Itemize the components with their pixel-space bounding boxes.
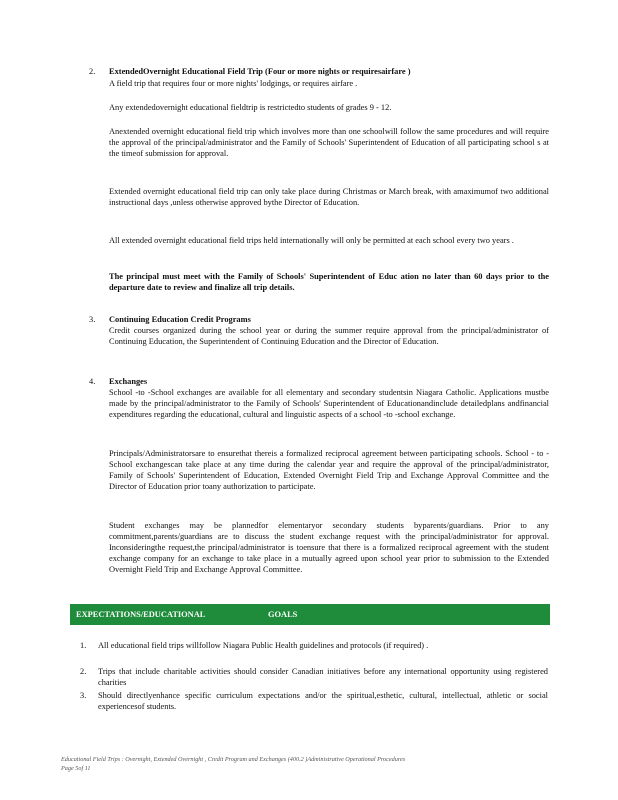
section-number: 2.: [89, 67, 96, 76]
paragraph-bold: The principal must meet with the Family of Schools' Superintendent of Educ ation no later than 60 days prior to the departure date to review and finalize all trip details.: [109, 272, 549, 292]
section-heading: ExtendedOvernight Educational Field Trip (Four or more nights or requiresairfare ): [109, 67, 411, 76]
paragraph: Principals/Administratorsare to ensurethat thereis a formalized reciprocal agreement between participating schools. School - to - School exchangescan take place at any time during the calendar year and require the approval of the principal/administrator, Family of Schools' Superintendent of Education, Extended Overnight Field Trip and Exchange Approval Committee and the Director of Education prior toany authorization to participate.: [109, 449, 549, 491]
section-heading: Continuing Education Credit Programs: [109, 315, 251, 324]
paragraph: A field trip that requires four or more nights' lodgings, or requires airfare .: [109, 79, 358, 88]
paragraph: Anextended overnight educational field trip which involves more than one schoolwill follow the same procedures and will require the approval of the principal/administrator and the Family of Schools' Superintendent of Education of all participating school s at the timeof submission for approval.: [109, 127, 549, 158]
expectations-goals-banner: [70, 604, 550, 625]
footer-title: Educational Field Trips : Overnight, Extended Overnight , Credit Program and Exchanges (400.2 )Administrative Operational Procedures: [61, 756, 406, 763]
goal-number: 3.: [80, 691, 87, 700]
paragraph: School -to -School exchanges are available for all elementary and secondary studentsin Niagara Catholic. Applications mustbe made by the principal/administrator to the Family of Schools' Superintendent of Educationandinclude detailedplans andfinancial expenditures regarding the educational, cultural and linguistic aspects of a school -to -school exchange.: [109, 388, 549, 419]
goal-text: All educational field trips willfollow Niagara Public Health guidelines and protocols (if required) .: [98, 641, 429, 650]
goal-number: 1.: [80, 641, 87, 650]
paragraph: All extended overnight educational field trips held internationally will only be permitted at each school every two years .: [109, 236, 514, 245]
paragraph: Extended overnight educational field trip can only take place during Christmas or March break, with amaximumof two additional instructional days ,unless otherwise approved bythe Director of Education.: [109, 187, 549, 207]
section-heading: Exchanges: [109, 377, 148, 386]
goal-number: 2.: [80, 667, 87, 676]
section-number: 4.: [89, 377, 96, 386]
banner-label-right: GOALS: [268, 610, 298, 619]
goal-text: Trips that include charitable activities should consider Canadian initiatives before any international opportunity using registered charities: [98, 667, 548, 687]
banner-label-left: EXPECTATIONS/EDUCATIONAL: [76, 610, 206, 619]
paragraph: Credit courses organized during the school year or during the summer require approval from the principal/administrator of Continuing Education, the Superintendent of Continuing Education and the Director of Education.: [109, 326, 549, 346]
section-number: 3.: [89, 315, 96, 324]
footer-page-number: Page 5of 11: [61, 765, 91, 772]
goal-text: Should directlyenhance specific curriculum expectations and/or the spiritual,esthetic, cultural, intellectual, athletic or social experiencesof students.: [98, 691, 548, 711]
page-footer: [61, 755, 531, 773]
paragraph: Student exchanges may be plannedfor elementaryor secondary students byparents/guardians. Prior to any commitment,parents/guardians are to discuss the student exchange request with the principal/administrator for approval. Inconsideringthe request,the principal/administrator is toensure that there is a formalized reciprocal agreement with the student exchange company for an exchange to take place in a mutually agreed upon school year prior to submission to the Extended Overnight Field Trip and Exchange Approval Committee.: [109, 521, 549, 574]
paragraph: Any extendedovernight educational fieldtrip is restrictedto students of grades 9 - 12.: [109, 103, 392, 112]
